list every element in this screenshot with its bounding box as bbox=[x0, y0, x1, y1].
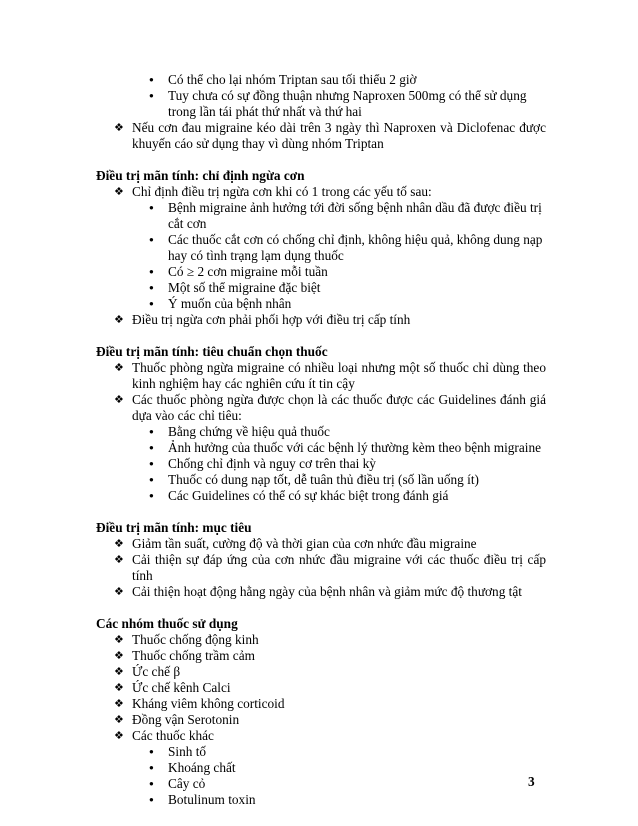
item-text: Các thuốc phòng ngừa được chọn là các thuốc được các Guidelines đánh giá dựa vào các chỉ tiêu: bbox=[132, 392, 546, 423]
list-item bbox=[96, 280, 546, 296]
item-text: Thuốc phòng ngừa migraine có nhiều loại nhưng một số thuốc chỉ dùng theo kinh nghiệm hay các nghiên cứu ít tin cậy bbox=[132, 360, 546, 391]
page-content bbox=[96, 72, 546, 808]
diamond-bullet-icon: ❖ bbox=[114, 713, 124, 726]
list-item bbox=[96, 392, 546, 424]
diamond-bullet-icon: ❖ bbox=[114, 537, 124, 550]
list-item bbox=[96, 680, 546, 696]
list-item bbox=[96, 632, 546, 648]
bullet-text: Có thể cho lại nhóm Triptan sau tối thiểu 2 giờ bbox=[168, 72, 417, 87]
bullet-text: Bệnh migraine ảnh hưởng tới đời sống bệnh nhân dầu đã được điều trị cắt cơn bbox=[168, 200, 542, 231]
diamond-bullet-icon: ❖ bbox=[114, 313, 124, 326]
list-item bbox=[96, 456, 546, 472]
list-item bbox=[96, 648, 546, 664]
item-text: Đồng vận Serotonin bbox=[132, 712, 240, 727]
bullet-text: Tuy chưa có sự đồng thuận nhưng Naproxen 500mg có thể sử dụng trong lần tái phát thứ nhất và thứ hai bbox=[168, 88, 527, 119]
list-item bbox=[96, 664, 546, 680]
list-item bbox=[96, 584, 546, 600]
list-item bbox=[96, 184, 546, 200]
item-text: Chỉ định điều trị ngừa cơn khi có 1 trong các yếu tố sau: bbox=[132, 184, 432, 199]
item-text: Kháng viêm không corticoid bbox=[132, 696, 285, 711]
diamond-bullet-icon: ❖ bbox=[114, 729, 124, 742]
item-text: Các thuốc khác bbox=[132, 728, 214, 743]
list-item bbox=[96, 200, 546, 232]
list-item bbox=[96, 536, 546, 552]
item-text: Cải thiện sự đáp ứng của cơn nhức đầu migraine với các thuốc điều trị cấp tính bbox=[132, 552, 546, 583]
list-item bbox=[96, 424, 546, 440]
bullet-text: Các Guidelines có thể có sự khác biệt trong đánh giá bbox=[168, 488, 449, 503]
diamond-bullet-icon: ❖ bbox=[114, 553, 124, 566]
diamond-bullet-icon: ❖ bbox=[114, 649, 124, 662]
list-item bbox=[96, 440, 546, 456]
bullet-text: Sinh tố bbox=[168, 744, 207, 759]
bullet-text: Chống chỉ định và nguy cơ trên thai kỳ bbox=[168, 456, 376, 471]
diamond-bullet-icon: ❖ bbox=[114, 361, 124, 374]
list-item bbox=[96, 72, 546, 88]
list-item bbox=[96, 232, 546, 264]
item-text: Thuốc chống động kinh bbox=[132, 632, 259, 647]
bullet-text: Thuốc có dung nạp tốt, dễ tuân thủ điều trị (số lần uống ít) bbox=[168, 472, 479, 487]
bullet-text: Ý muốn của bệnh nhân bbox=[168, 296, 292, 311]
list-item bbox=[96, 792, 546, 808]
list-item bbox=[96, 472, 546, 488]
bullet-text: Khoáng chất bbox=[168, 760, 236, 775]
section-heading: Các nhóm thuốc sử dụng bbox=[96, 616, 238, 631]
list-item bbox=[96, 488, 546, 504]
diamond-bullet-icon: ❖ bbox=[114, 121, 124, 134]
diamond-bullet-icon: ❖ bbox=[114, 585, 124, 598]
list-item bbox=[96, 712, 546, 728]
diamond-bullet-icon: ❖ bbox=[114, 633, 124, 646]
diamond-bullet-icon: ❖ bbox=[114, 185, 124, 198]
diamond-bullet-icon: ❖ bbox=[114, 681, 124, 694]
section-heading: Điều trị mãn tính: mục tiêu bbox=[96, 520, 252, 535]
list-item bbox=[96, 552, 546, 584]
list-item bbox=[96, 360, 546, 392]
list-item bbox=[96, 312, 546, 328]
item-text: Thuốc chống trầm cảm bbox=[132, 648, 255, 663]
bullet-text: Các thuốc cắt cơn có chống chỉ định, không hiệu quả, không dung nạp hay có tình trạng lạm dụng thuốc bbox=[168, 232, 543, 263]
list-item bbox=[96, 296, 546, 312]
list-item bbox=[96, 728, 546, 744]
bullet-text: Botulinum toxin bbox=[168, 792, 256, 807]
bullet-text: Một số thể migraine đặc biệt bbox=[168, 280, 321, 295]
diamond-bullet-icon: ❖ bbox=[114, 393, 124, 406]
section-heading: Điều trị mãn tính: chỉ định ngừa cơn bbox=[96, 168, 305, 183]
list-item bbox=[96, 696, 546, 712]
section-heading: Điều trị mãn tính: tiêu chuẩn chọn thuốc bbox=[96, 344, 328, 359]
item-text: Ức chế β bbox=[132, 664, 181, 679]
diamond-bullet-icon: ❖ bbox=[114, 697, 124, 710]
item-text: Ức chế kênh Calci bbox=[132, 680, 231, 695]
list-item bbox=[96, 264, 546, 280]
page-number: 3 bbox=[528, 774, 535, 789]
diamond-bullet-icon: ❖ bbox=[114, 665, 124, 678]
bullet-text: Ảnh hưởng của thuốc với các bệnh lý thường kèm theo bệnh migraine bbox=[168, 440, 542, 455]
item-text: Nếu cơn đau migraine kéo dài trên 3 ngày thì Naproxen và Diclofenac được khuyến cáo sử dụng thay vì dùng nhóm Triptan bbox=[132, 120, 546, 151]
item-text: Giảm tần suất, cường độ và thời gian của cơn nhức đầu migraine bbox=[132, 536, 477, 551]
list-item bbox=[96, 120, 546, 152]
list-item bbox=[96, 88, 546, 120]
list-item bbox=[96, 776, 546, 792]
item-text: Cải thiện hoạt động hằng ngày của bệnh nhân và giảm mức độ thương tật bbox=[132, 584, 522, 599]
list-item bbox=[96, 744, 546, 760]
item-text: Điều trị ngừa cơn phải phối hợp với điều trị cấp tính bbox=[132, 312, 411, 327]
bullet-text: Cây cỏ bbox=[168, 776, 206, 791]
bullet-text: Có ≥ 2 cơn migraine mỗi tuần bbox=[168, 264, 328, 279]
bullet-text: Bằng chứng về hiệu quả thuốc bbox=[168, 424, 330, 439]
list-item bbox=[96, 760, 546, 776]
